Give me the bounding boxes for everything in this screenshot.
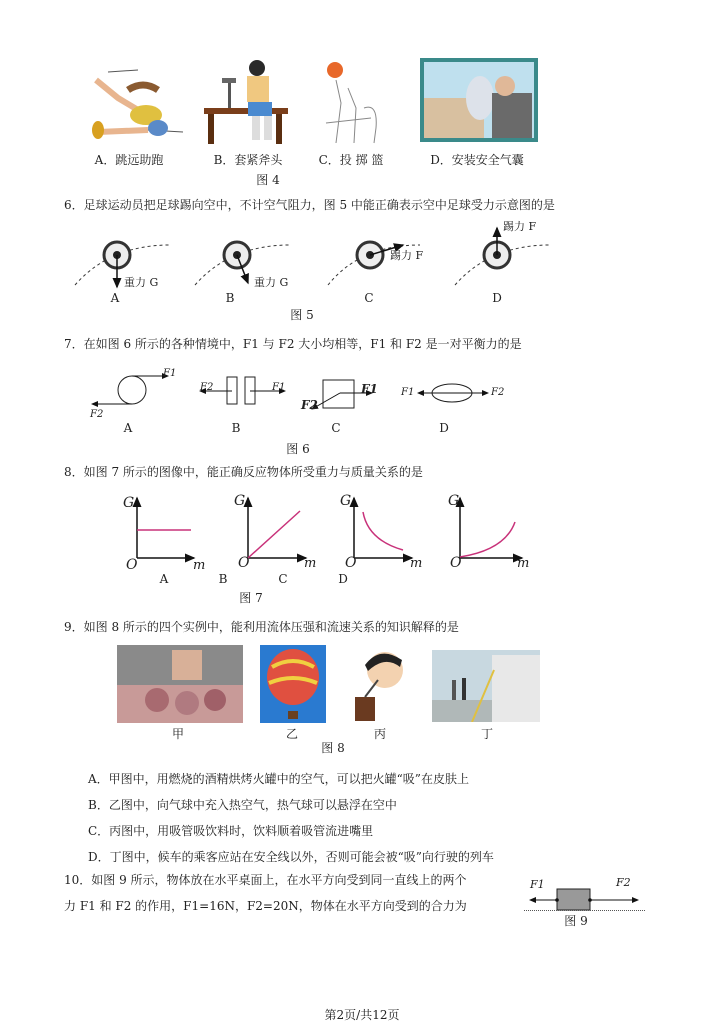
fig6-label-a: A <box>123 421 133 435</box>
fig8-title: 图 8 <box>321 741 345 755</box>
long-jump-illustration <box>88 60 184 148</box>
graph-a-x-label: m <box>193 558 206 573</box>
graph-a-y-label: G <box>123 495 135 511</box>
airbag-illustration <box>420 58 538 142</box>
basketball-throw-illustration <box>316 58 388 148</box>
graph-a <box>137 498 194 558</box>
fig6a-f2: F2 <box>90 409 104 420</box>
q9-option-b: B．乙图中，向气球中充入热空气，热气球可以悬浮在空中 <box>88 798 397 812</box>
fig6-option-a <box>92 376 168 404</box>
fig6-title: 图 6 <box>286 442 310 456</box>
fig6-label-d: D <box>439 421 449 435</box>
page-number: 第2页/共12页 <box>324 1008 400 1022</box>
fig4-caption-c: C．投 掷 篮 <box>318 153 384 167</box>
fig4-caption-a: A．跳远助跑 <box>94 153 164 167</box>
fig6c-f1: F1 <box>361 382 378 396</box>
graph-d-y-label: G <box>448 493 460 509</box>
graph-b-y-label: G <box>234 493 246 509</box>
figure-7-graphs <box>110 490 540 575</box>
subway-platform-photo <box>432 650 540 722</box>
graph-c <box>354 498 412 558</box>
fig6b-f2: F2 <box>200 382 214 393</box>
fig7-label-b: B <box>218 572 228 586</box>
fig4-caption-d: D．安装安全气囊 <box>430 153 524 167</box>
hot-air-balloon-photo <box>260 645 326 723</box>
fig9-title: 图 9 <box>564 914 588 928</box>
fig6-label-b: B <box>231 421 241 435</box>
graph-d-origin: O <box>450 555 462 571</box>
fig6c-f2: F2 <box>301 398 318 412</box>
fig6d-f2: F2 <box>491 387 505 398</box>
fig6b-f1: F1 <box>272 382 286 393</box>
figure-6-diagram <box>80 365 520 425</box>
fig5-label-a: A <box>110 291 120 305</box>
q9-option-a: A．甲图中，用燃烧的酒精烘烤火罐中的空气，可以把火罐“吸”在皮肤上 <box>88 772 469 786</box>
question-9-text: 9．如图 8 所示的四个实例中，能利用流体压强和流速关系的知识解释的是 <box>64 620 459 634</box>
question-6-text: 6．足球运动员把足球踢向空中，不计空气阻力，图 5 中能正确表示空中足球受力示意图的是 <box>64 198 555 212</box>
fig8-label-yi: 乙 <box>285 727 299 741</box>
force-label-a: 重力 G <box>124 276 159 289</box>
force-label-c: 踢力 F <box>390 249 424 262</box>
graph-b <box>248 498 306 558</box>
fig7-label-a: A <box>159 572 169 586</box>
fig9-f2: F2 <box>616 876 631 889</box>
graph-c-x-label: m <box>410 556 423 571</box>
graph-d-x-label: m <box>517 556 530 571</box>
fig8-label-bing: 丙 <box>373 727 387 741</box>
q9-option-c: C．丙图中，用吸管吸饮料时，饮料顺着吸管流进嘴里 <box>88 824 374 838</box>
fig5-label-c: C <box>364 291 374 305</box>
cupping-photo <box>117 645 243 723</box>
graph-c-origin: O <box>345 555 357 571</box>
question-10-line-2: 力 F1 和 F2 的作用，F1=16N，F2=20N，物体在水平方向受到的合力为 <box>64 899 467 913</box>
graph-b-x-label: m <box>304 556 317 571</box>
fig6-option-d <box>418 384 488 402</box>
question-8-text: 8．如图 7 所示的图像中，能正确反应物体所受重力与质量关系的是 <box>64 465 423 479</box>
fig5-option-d <box>455 228 550 285</box>
graph-a-origin: O <box>126 557 138 573</box>
fig7-label-c: C <box>278 572 288 586</box>
force-label-d: 踢力 F <box>503 220 537 233</box>
fig8-label-jia: 甲 <box>171 727 185 741</box>
question-10-line-1: 10．如图 9 所示，物体放在水平桌面上，在水平方向受到同一直线上的两个 <box>64 873 467 887</box>
fig5-title: 图 5 <box>290 308 314 322</box>
fig6d-f1: F1 <box>401 387 415 398</box>
graph-c-y-label: G <box>340 493 352 509</box>
fig7-title: 图 7 <box>239 591 263 605</box>
fig5-label-b: B <box>225 291 235 305</box>
graph-b-origin: O <box>238 555 250 571</box>
drinking-straw-illustration <box>350 645 410 723</box>
hammer-bench-illustration <box>202 58 292 148</box>
graph-d <box>460 498 522 558</box>
fig6a-f1: F1 <box>163 368 177 379</box>
force-label-b: 重力 G <box>254 276 289 289</box>
fig4-caption-b: B．套紧斧头 <box>213 153 283 167</box>
fig9-f1: F1 <box>530 878 545 891</box>
fig4-title: 图 4 <box>256 173 280 187</box>
fig6-label-c: C <box>331 421 341 435</box>
question-7-text: 7．在如图 6 所示的各种情境中，F1 与 F2 大小均相等，F1 和 F2 是一对平衡力的是 <box>64 337 522 351</box>
fig7-label-d: D <box>338 572 348 586</box>
q9-option-d: D．丁图中，候车的乘客应站在安全线以外，否则可能会被“吸”向行驶的列车 <box>88 850 494 864</box>
fig8-label-ding: 丁 <box>480 727 494 741</box>
fig5-label-d: D <box>492 291 502 305</box>
